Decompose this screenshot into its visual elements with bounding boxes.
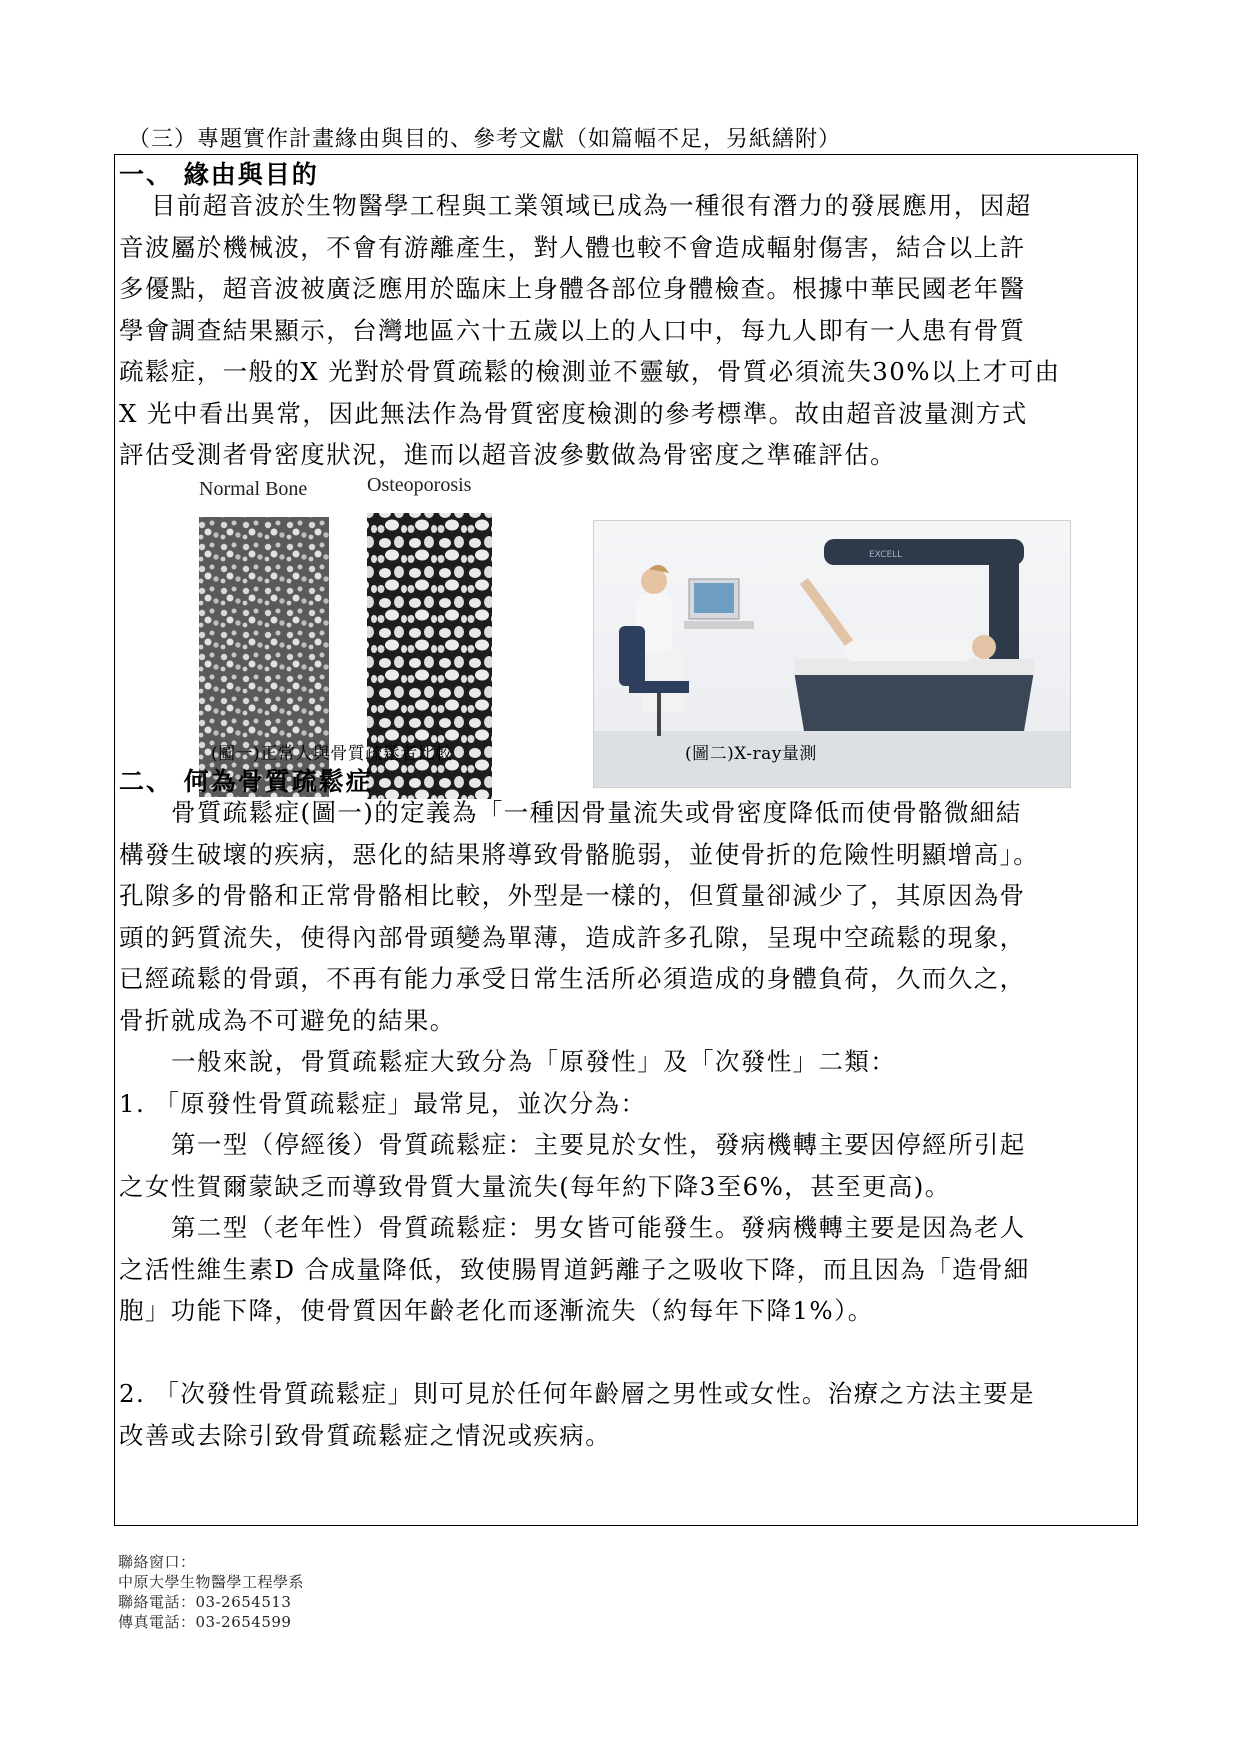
section-1-body: [119, 185, 1135, 476]
text-line: 改善或去除引致骨質疏鬆症之情況或疾病。: [119, 1420, 612, 1450]
xray-scene: [594, 521, 1070, 787]
text-line: 骨質疏鬆症(圖一)的定義為「一種因骨量流失或骨密度降低而使骨骼微細結: [171, 798, 1022, 827]
contact-footer: [118, 1552, 304, 1632]
text-line: 之女性賀爾蒙缺乏而導致骨質大量流失(每年約下降3至6%，甚至更高)。: [119, 1171, 951, 1201]
section-2-title: 二、 何為骨質疏鬆症: [119, 767, 373, 796]
xray-measurement-photo: [593, 520, 1071, 788]
contact-label: 聯絡窗口：: [118, 1553, 196, 1571]
text-line: 第二型（老年性）骨質疏鬆症：男女皆可能發生。發病機轉主要是因為老人: [171, 1213, 1026, 1242]
figure-2-caption: (圖二)X-ray量測: [685, 744, 817, 764]
text-line: 音波屬於機械波，不會有游離產生，對人體也較不會造成輻射傷害，結合以上許: [119, 232, 1026, 262]
text-line: 第一型（停經後）骨質疏鬆症：主要見於女性，發病機轉主要因停經所引起: [171, 1130, 1026, 1159]
text-line: 頭的鈣質流失，使得內部骨頭變為單薄，造成許多孔隙，呈現中空疏鬆的現象，: [119, 922, 1026, 952]
text-line: 骨折就成為不可避免的結果。: [119, 1005, 456, 1035]
page-header: （三）專題實作計畫緣由與目的、參考文獻（如篇幅不足，另紙繕附）: [128, 127, 842, 152]
blank-line: [119, 1332, 1135, 1374]
text-line: 胞」功能下降，使骨質因年齡老化而逐漸流失（約每年下降1%）。: [119, 1296, 874, 1325]
text-line: 評估受測者骨密度狀況，進而以超音波參數做為骨密度之準確評估。: [119, 440, 896, 469]
contact-phone: 聯絡電話：03-2654513: [118, 1593, 292, 1611]
content-frame: [114, 154, 1138, 1526]
text-line: 孔隙多的骨骼和正常骨骼相比較，外型是一樣的，但質量卻減少了，其原因為骨: [119, 881, 1026, 910]
text-line: 已經疏鬆的骨頭，不再有能力承受日常生活所必須造成的身體負荷，久而久之，: [119, 964, 1026, 993]
section-1-title: 一、 緣由與目的: [119, 160, 319, 189]
text-line: 目前超音波於生物醫學工程與工業領域已成為一種很有潛力的發展應用，因超: [151, 191, 1032, 220]
device-brand: EXCELL: [869, 550, 903, 560]
osteoporosis-label: Osteoporosis: [367, 475, 472, 496]
section-2-body: [119, 792, 1135, 1456]
text-line: 1. 「原發性骨質疏鬆症」最常見，並次分為：: [119, 1088, 647, 1118]
text-line: 構發生破壞的疾病，惡化的結果將導致骨骼脆弱，並使骨折的危險性明顯增高」。: [119, 839, 1040, 869]
text-line: 疏鬆症，一般的X 光對於骨質疏鬆的檢測並不靈敏，骨質必須流失30%以上才可由: [119, 357, 1061, 386]
text-line: 2. 「次發性骨質疏鬆症」則可見於任何年齡層之男性或女性。治療之方法主要是: [119, 1379, 1035, 1408]
department-name: 中原大學生物醫學工程學系: [118, 1573, 305, 1591]
normal-bone-label: Normal Bone: [199, 478, 308, 500]
text-line: 之活性維生素D 合成量降低，致使腸胃道鈣離子之吸收下降，而且因為「造骨細: [119, 1254, 1030, 1284]
contact-fax: 傳真電話：03-2654599: [118, 1613, 292, 1631]
text-line: X 光中看出異常，因此無法作為骨質密度檢測的參考標準。故由超音波量測方式: [119, 398, 1028, 428]
text-line: 一般來說，骨質疏鬆症大致分為「原發性」及「次發性」二類：: [171, 1047, 897, 1076]
text-line: 多優點，超音波被廣泛應用於臨床上身體各部位身體檢查。根據中華民國老年醫: [119, 274, 1026, 303]
text-line: 學會調查結果顯示，台灣地區六十五歲以上的人口中，每九人即有一人患有骨質: [119, 315, 1026, 345]
figure-1-caption: (圖一)正常人與骨質疏鬆者比較: [211, 744, 453, 764]
